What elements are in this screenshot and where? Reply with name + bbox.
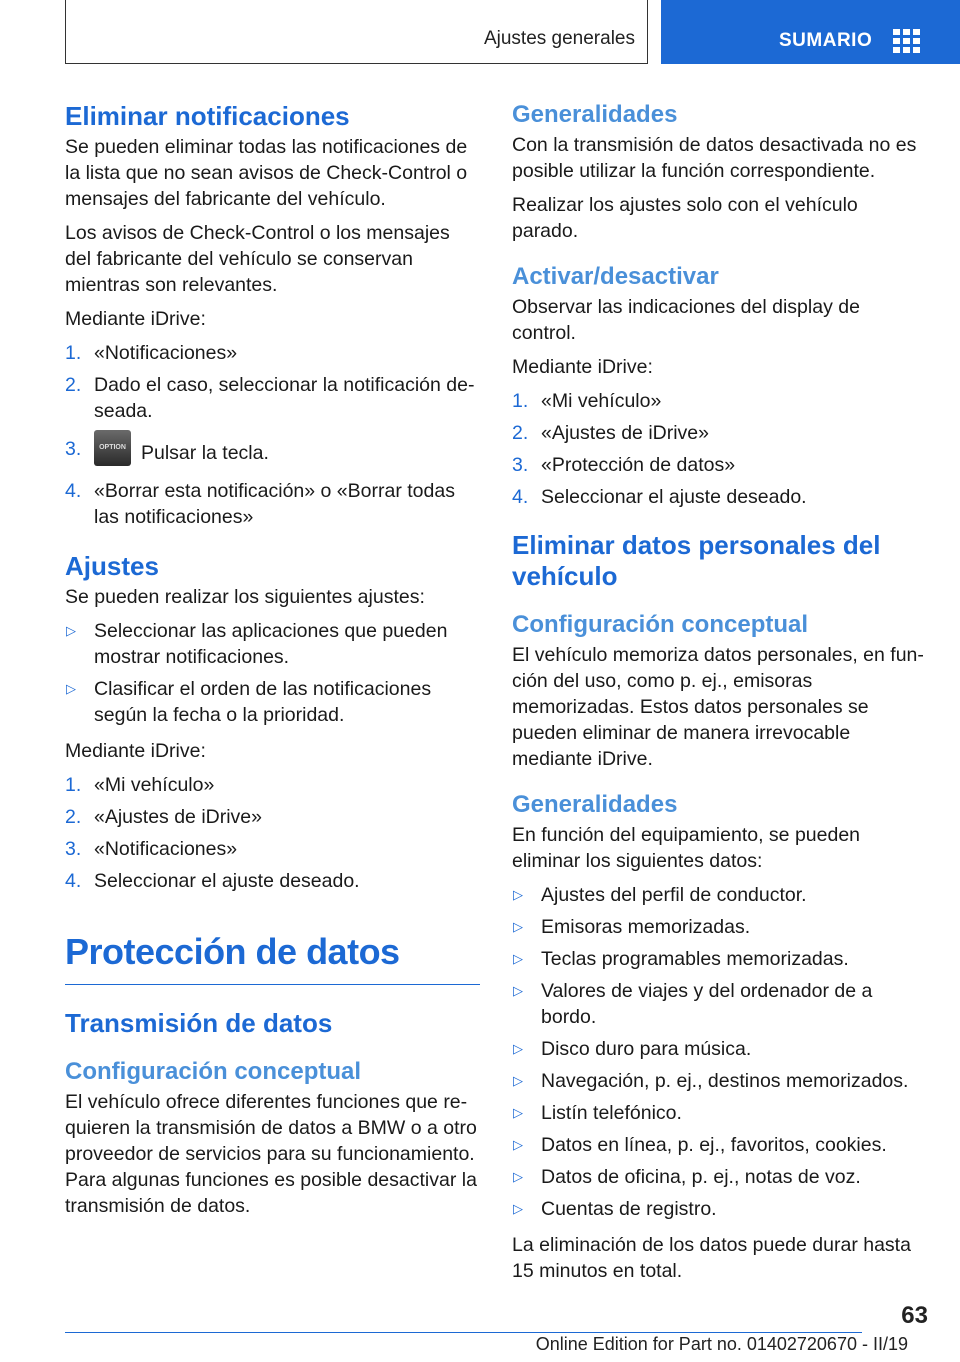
sumario-button[interactable] bbox=[661, 0, 960, 64]
bullet-text: Valores de viajes y del ordenador de a bordo. bbox=[541, 980, 873, 1028]
list-item bbox=[512, 1196, 927, 1222]
step-text: Seleccionar el ajuste deseado. bbox=[94, 870, 360, 892]
list-item bbox=[512, 1164, 927, 1190]
step-text: Seleccionar el ajuste deseado. bbox=[541, 486, 807, 508]
list-item bbox=[512, 1100, 927, 1126]
list-item bbox=[512, 452, 927, 478]
step-number: 2. bbox=[65, 806, 82, 828]
subsection-title: Activar/desactivar bbox=[512, 263, 719, 290]
step-text: «Ajustes de iDrive» bbox=[541, 422, 709, 444]
list-item bbox=[65, 372, 480, 424]
list-item bbox=[65, 618, 480, 670]
bullet-list bbox=[512, 882, 927, 1222]
step-number: 4. bbox=[512, 486, 529, 508]
bullet-text: Navegación, p. ej., destinos memorizados. bbox=[541, 1070, 909, 1092]
triangle-bullet-icon: ▷ bbox=[513, 887, 523, 902]
section-title: Ajustes bbox=[65, 551, 159, 581]
step-text: «Borrar esta notificación» o «Borrar todas las notificaciones» bbox=[94, 480, 455, 528]
option-key-label: OPTION bbox=[99, 444, 126, 451]
list-item bbox=[512, 946, 927, 972]
list-item bbox=[65, 868, 480, 894]
paragraph: Mediante iDrive: bbox=[65, 308, 206, 330]
paragraph: Los avisos de Check-Control o los mensajes del fabricante del vehículo se conservan mientras son relevantes. bbox=[65, 222, 450, 296]
list-item bbox=[65, 340, 480, 366]
paragraph: En función del equipamiento, se pueden eliminar los siguientes datos: bbox=[512, 824, 861, 872]
triangle-bullet-icon: ▷ bbox=[513, 951, 523, 966]
step-text: «Notificaciones» bbox=[94, 838, 238, 860]
bullet-list bbox=[65, 618, 480, 728]
step-number: 3. bbox=[65, 438, 82, 460]
subsection-title: Configuración conceptual bbox=[512, 611, 809, 638]
paragraph: Se pueden realizar los siguientes ajustes: bbox=[65, 586, 425, 608]
triangle-bullet-icon: ▷ bbox=[513, 1201, 523, 1216]
subsection-title: Generalidades bbox=[512, 101, 678, 128]
paragraph: Realizar los ajustes solo con el vehículo parado. bbox=[512, 194, 858, 242]
subsection-title: Configuración conceptual bbox=[65, 1058, 362, 1085]
bullet-text: Teclas programables memorizadas. bbox=[541, 948, 849, 970]
bullet-text: Disco duro para música. bbox=[541, 1038, 752, 1060]
step-number: 2. bbox=[512, 422, 529, 444]
triangle-bullet-icon: ▷ bbox=[66, 681, 76, 696]
step-number: 3. bbox=[512, 454, 529, 476]
step-number: 2. bbox=[65, 374, 82, 396]
triangle-bullet-icon: ▷ bbox=[513, 1041, 523, 1056]
bullet-text: Listín telefónico. bbox=[541, 1102, 682, 1124]
bullet-text: Seleccionar las aplicaciones que pueden mostrar notificaciones. bbox=[94, 620, 448, 668]
step-number: 3. bbox=[65, 838, 82, 860]
paragraph: Mediante iDrive: bbox=[512, 356, 653, 378]
list-item bbox=[512, 1036, 927, 1062]
triangle-bullet-icon: ▷ bbox=[513, 1105, 523, 1120]
list-item bbox=[512, 978, 927, 1030]
list-item bbox=[65, 772, 480, 798]
footer-divider bbox=[65, 1332, 862, 1333]
step-number: 4. bbox=[65, 480, 82, 502]
steps-list bbox=[65, 340, 480, 530]
list-item bbox=[512, 420, 927, 446]
page-number: 63 bbox=[901, 1302, 928, 1329]
section-title: Eliminar notificaciones bbox=[65, 101, 350, 131]
section-title: Eliminar datos personales del vehículo bbox=[512, 530, 881, 591]
step-text: «Ajustes de iDrive» bbox=[94, 806, 262, 828]
bullet-text: Clasificar el orden de las notificaciones según la fecha o la prioridad. bbox=[94, 678, 432, 726]
bullet-text: Cuentas de registro. bbox=[541, 1198, 717, 1220]
triangle-bullet-icon: ▷ bbox=[513, 1073, 523, 1088]
list-item bbox=[512, 1068, 927, 1094]
step-number: 1. bbox=[65, 774, 82, 796]
triangle-bullet-icon: ▷ bbox=[513, 1169, 523, 1184]
step-number: 1. bbox=[512, 390, 529, 412]
step-text: «Protección de datos» bbox=[541, 454, 736, 476]
triangle-bullet-icon: ▷ bbox=[513, 919, 523, 934]
sumario-label: SUMARIO bbox=[779, 30, 873, 51]
list-item bbox=[65, 836, 480, 862]
list-item bbox=[65, 478, 480, 530]
list-item bbox=[65, 804, 480, 830]
grid-icon bbox=[893, 29, 921, 53]
bullet-text: Datos en línea, p. ej., favoritos, cookies. bbox=[541, 1134, 887, 1156]
subsection-title: Generalidades bbox=[512, 791, 678, 818]
header-title: Ajustes generales bbox=[483, 28, 635, 49]
list-item bbox=[65, 676, 480, 728]
step-text: Pulsar la tecla. bbox=[141, 442, 269, 465]
triangle-bullet-icon: ▷ bbox=[513, 983, 523, 998]
header-bar bbox=[65, 0, 648, 64]
list-item bbox=[512, 882, 927, 908]
option-key-icon bbox=[94, 430, 131, 466]
bullet-text: Emisoras memorizadas. bbox=[541, 916, 751, 938]
paragraph: El vehículo memoriza datos personales, en fun-ción del uso, como p. ej., emisoras memorizadas. Estos datos personales se pueden eliminar de manera irrevocable mediante iDrive. bbox=[512, 644, 924, 770]
step-text: «Notificaciones» bbox=[94, 342, 238, 364]
list-item bbox=[512, 914, 927, 940]
list-item bbox=[65, 436, 480, 472]
step-number: 1. bbox=[65, 342, 82, 364]
paragraph: Mediante iDrive: bbox=[65, 740, 206, 762]
step-text: «Mi vehículo» bbox=[541, 390, 662, 412]
bullet-text: Ajustes del perfil de conductor. bbox=[541, 884, 807, 906]
paragraph: La eliminación de los datos puede durar hasta 15 minutos en total. bbox=[512, 1234, 911, 1282]
step-text: Dado el caso, seleccionar la notificación de-seada. bbox=[94, 374, 475, 422]
steps-list bbox=[65, 772, 480, 894]
step-number: 4. bbox=[65, 870, 82, 892]
sumario-panel bbox=[661, 0, 960, 64]
right-column bbox=[512, 100, 927, 1292]
chapter-title: Protección de datos bbox=[65, 930, 480, 985]
steps-list bbox=[512, 388, 927, 510]
edition-note: Online Edition for Part no. 01402720670 - II/19 bbox=[535, 1334, 908, 1354]
paragraph: Con la transmisión de datos desactivada no es posible utilizar la función correspondiente. bbox=[512, 134, 917, 182]
paragraph: Observar las indicaciones del display de control. bbox=[512, 296, 860, 344]
bullet-text: Datos de oficina, p. ej., notas de voz. bbox=[541, 1166, 861, 1188]
list-item bbox=[512, 484, 927, 510]
paragraph: El vehículo ofrece diferentes funciones que re-quieren la transmisión de datos a BMW o a otro proveedor de servicios para su funcionamiento. Para algunas funciones es posible desactivar la transmisión de datos. bbox=[65, 1091, 477, 1217]
left-column bbox=[65, 100, 480, 1227]
triangle-bullet-icon: ▷ bbox=[513, 1137, 523, 1152]
list-item bbox=[512, 388, 927, 414]
section-title: Transmisión de datos bbox=[65, 1008, 333, 1038]
list-item bbox=[512, 1132, 927, 1158]
paragraph: Se pueden eliminar todas las notificaciones de la lista que no sean avisos de Check-Control o mensajes del fabricante del vehículo. bbox=[65, 136, 468, 210]
triangle-bullet-icon: ▷ bbox=[66, 623, 76, 638]
step-text: «Mi vehículo» bbox=[94, 774, 215, 796]
